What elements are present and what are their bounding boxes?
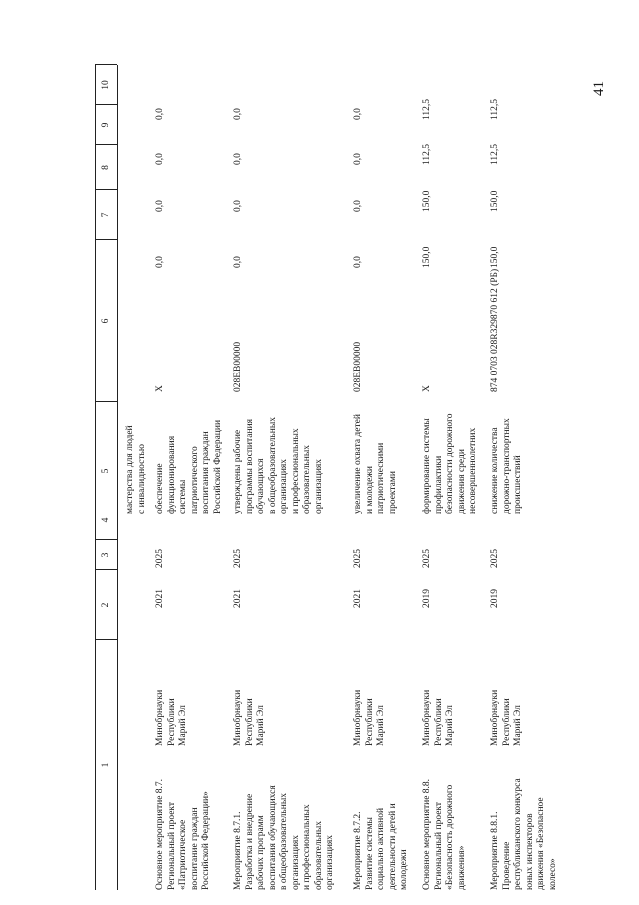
- row-expected-result: формирование системы профилактики безопасности дорожного движения среди несовершеннолетних: [422, 413, 478, 514]
- column-header: 2: [101, 602, 111, 608]
- row-expected-result: утверждены рабочие программы воспитания обучающихся в общеобразовательных организациях и профессиональных образовательных организациях: [233, 417, 324, 514]
- column-header: 7: [101, 212, 111, 218]
- row-value-col9: 112,5: [422, 143, 432, 165]
- column-header: 9: [101, 122, 111, 128]
- row-value-col7: 150,0: [422, 246, 432, 268]
- row-value-col10: 0,0: [233, 108, 243, 120]
- row-event-name: Основное мероприятие 8.7. Региональный проект «Патриотическое воспитание граждан Российской Федерации»: [155, 778, 211, 890]
- row-executor: Минобрнауки Республики Марий Эл: [490, 689, 523, 746]
- column-header: 4: [101, 517, 111, 523]
- row-expected-result: увеличение охвата детей и молодежи патриотическими проектами: [353, 414, 398, 514]
- column-header: 1: [101, 762, 111, 768]
- row-value-col9: 0,0: [233, 153, 243, 165]
- row-budget-code: Х: [155, 385, 165, 392]
- row-budget-code: 028ЕВ00000: [353, 341, 363, 392]
- row-value-col9: 0,0: [155, 153, 165, 165]
- row-executor: Минобрнауки Республики Марий Эл: [422, 689, 455, 746]
- row-end-year: 2025: [233, 549, 243, 568]
- row-start-year: 2021: [353, 589, 363, 608]
- row-value-col8: 0,0: [233, 200, 243, 212]
- row-value-col8: 0,0: [155, 200, 165, 212]
- row-start-year: 2021: [233, 589, 243, 608]
- row-event-name: Мероприятие 8.7.2. Развитие системы социально активной деятельности детей и молодежи: [353, 803, 409, 890]
- row-value-col10: 112,5: [422, 98, 432, 120]
- row-value-col10: 112,5: [490, 98, 500, 120]
- row-value-col7: 150,0: [490, 246, 500, 268]
- column-header: 3: [101, 552, 111, 558]
- row-value-col10: 0,0: [353, 108, 363, 120]
- row-budget-code: 028ЕВ00000: [233, 341, 243, 392]
- row-end-year: 2025: [422, 549, 432, 568]
- column-header: 5: [101, 468, 111, 474]
- header-bottom-rule: [117, 65, 118, 890]
- row-value-col8: 0,0: [353, 200, 363, 212]
- row-executor: Минобрнауки Республики Марий Эл: [155, 689, 188, 746]
- row-end-year: 2025: [155, 549, 165, 568]
- row-start-year: 2019: [422, 589, 432, 608]
- row-value-col7: 0,0: [233, 256, 243, 268]
- row-value-col8: 150,0: [490, 190, 500, 212]
- row-executor: Минобрнауки Республики Марий Эл: [353, 689, 386, 746]
- row-end-year: 2025: [353, 549, 363, 568]
- row-expected-result: снижение количества дорожно-транспортных происшествий: [490, 418, 523, 514]
- row-value-col10: 0,0: [155, 108, 165, 120]
- column-header: 8: [101, 165, 111, 170]
- row-value-col7: 0,0: [155, 256, 165, 268]
- row-value-col8: 150,0: [422, 190, 432, 212]
- row-budget-code: Х: [422, 385, 432, 392]
- row-start-year: 2019: [490, 589, 500, 608]
- continued-expected-result: мастерства для людей с инвалидностью: [125, 425, 147, 514]
- row-event-name: Основное мероприятие 8.8. Региональный проект «Безопасность дорожного движения»: [422, 778, 467, 890]
- row-value-col9: 112,5: [490, 143, 500, 165]
- column-header: 10: [101, 80, 111, 90]
- row-expected-result: обеспечение функционирования системы патриотического воспитания граждан Российской Федерации: [155, 419, 223, 514]
- row-value-col9: 0,0: [353, 153, 363, 165]
- row-budget-code: 874 0703 028R329870 612 (РБ): [490, 268, 500, 392]
- rotated-table: [95, 65, 620, 890]
- row-executor: Минобрнауки Республики Марий Эл: [233, 689, 266, 746]
- row-event-name: Мероприятие 8.7.1. Разработка и внедрение рабочих программ воспитания обучающихся в общеобразовательных организациях и профессиональных образовательных организациях: [233, 785, 335, 890]
- row-event-name: Мероприятие 8.8.1. Проведение республиканского конкурса юных инспекторов движения «Безопасное колесо»: [490, 778, 558, 890]
- column-header: 6: [101, 318, 111, 324]
- row-start-year: 2021: [155, 589, 165, 608]
- row-value-col7: 0,0: [353, 256, 363, 268]
- row-end-year: 2025: [490, 549, 500, 568]
- page-number: 41: [591, 81, 607, 96]
